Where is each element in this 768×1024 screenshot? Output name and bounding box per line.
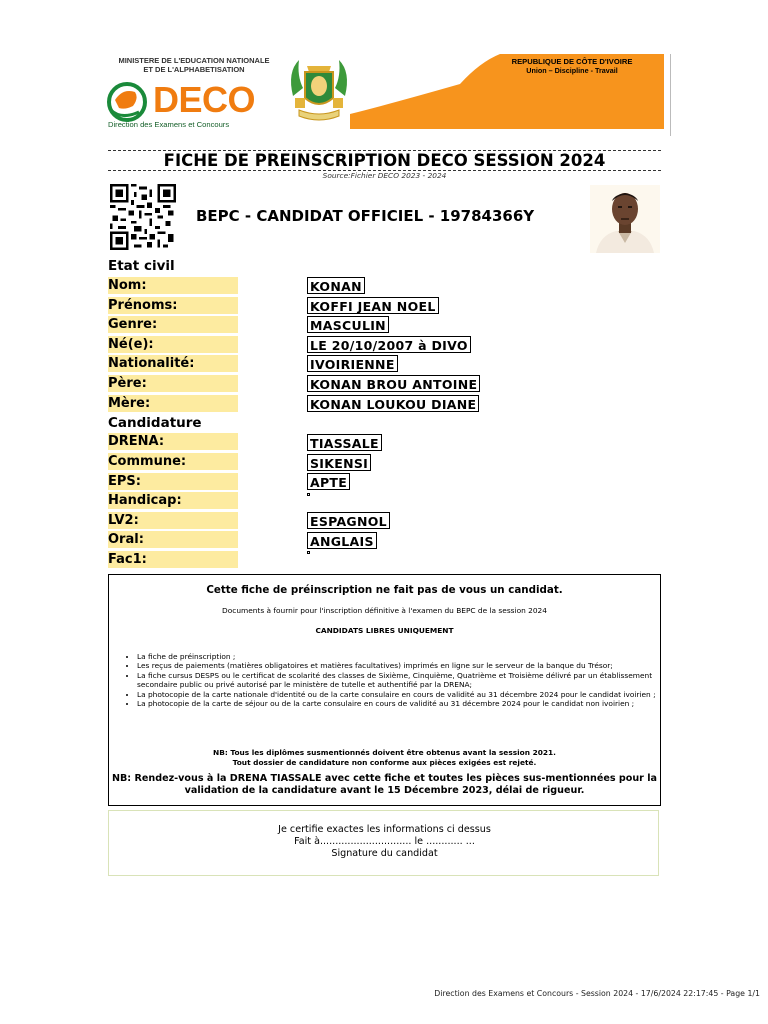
certification-statement: Je certifie exactes les informations ci dessus bbox=[278, 824, 491, 835]
deco-subtitle: Direction des Examens et Concours bbox=[108, 120, 230, 129]
label-nationalite: Nationalité: bbox=[108, 355, 238, 372]
value-drena: TIASSALE bbox=[307, 434, 382, 451]
value-fac1 bbox=[307, 551, 310, 554]
page-footer: Direction des Examens et Concours - Session 2024 - 17/6/2024 22:17:45 - Page 1/1 bbox=[434, 989, 760, 998]
certification-signature: Signature du candidat bbox=[331, 848, 438, 859]
notice-nb-appointment: NB: Rendez-vous à la DRENA TIASSALE avec cette fiche et toutes les pièces sus-mentionnées pour la validation de la candidature avant le 15 Décembre 2023, délai de rigueur. bbox=[111, 773, 658, 796]
documents-list bbox=[124, 652, 673, 708]
header-divider bbox=[670, 54, 671, 136]
source-note: Source:Fichier DECO 2023 - 2024 bbox=[322, 171, 447, 180]
list-item: • Les reçus de paiements (matières obligatoires et matières facultatives) imprimés en ligne sur le serveur de la banque du Trésor; bbox=[137, 661, 673, 670]
value-commune: SIKENSI bbox=[307, 454, 371, 471]
label-nee: Né(e): bbox=[108, 336, 238, 353]
republic-title: REPUBLIQUE DE CÔTE D'IVOIRE bbox=[511, 57, 633, 66]
candidate-photo bbox=[590, 185, 660, 253]
value-eps: APTE bbox=[307, 473, 350, 490]
list-item: • La photocopie de la carte de séjour ou de la carte consulaire en cours de validité au 31 décembre 2024 pour le candidat non ivoirien ; bbox=[137, 699, 673, 708]
value-oral: ANGLAIS bbox=[307, 532, 377, 549]
list-item: • La fiche cursus DESPS ou le certificat de scolarité des classes de Sixième, Cinquième, Quatrième et Troisième délivré par un établissement secondaire public ou privé autorisé par le ministère de tutelle et authentifié par la DRENA; bbox=[137, 671, 673, 690]
label-prenoms: Prénoms: bbox=[108, 297, 238, 314]
ministry-line-2: ET DE L'ALPHABETISATION bbox=[143, 65, 245, 74]
republic-motto: Union – Discipline - Travail bbox=[526, 66, 618, 75]
value-nee: LE 20/10/2007 à DIVO bbox=[307, 336, 471, 353]
ministry-line-1: MINISTERE DE L'EDUCATION NATIONALE bbox=[118, 56, 270, 65]
label-oral: Oral: bbox=[108, 531, 238, 548]
section-candidature: Candidature bbox=[108, 415, 202, 431]
value-genre: MASCULIN bbox=[307, 316, 389, 333]
deco-logo-text: DECO bbox=[153, 79, 256, 120]
qr-code-icon bbox=[108, 184, 178, 250]
national-coat-of-arms-icon bbox=[285, 52, 353, 126]
label-commune: Commune: bbox=[108, 453, 238, 470]
notice-nb-rejection: Tout dossier de candidature non conforme aux pièces exigées est rejeté. bbox=[232, 758, 537, 767]
page-title: FICHE DE PREINSCRIPTION DECO SESSION 2024 bbox=[163, 151, 606, 170]
label-fac1: Fac1: bbox=[108, 551, 238, 568]
value-prenoms: KOFFI JEAN NOEL bbox=[307, 297, 439, 314]
label-pere: Père: bbox=[108, 375, 238, 392]
label-mere: Mère: bbox=[108, 395, 238, 412]
notice-intro: Documents à fournir pour l'inscription définitive à l'examen du BEPC de la session 2024 bbox=[222, 606, 547, 615]
list-item: • La photocopie de la carte nationale d'identité ou de la carte consulaire en cours de validité au 31 décembre 2024 pour le candidat ivoirien ; bbox=[137, 690, 673, 699]
notice-nb-diplomas: NB: Tous les diplômes susmentionnés doivent être obtenus avant la session 2021. bbox=[213, 748, 556, 757]
label-handicap: Handicap: bbox=[108, 492, 238, 509]
value-lv2: ESPAGNOL bbox=[307, 512, 390, 529]
label-lv2: LV2: bbox=[108, 512, 238, 529]
value-nationalite: IVOIRIENNE bbox=[307, 355, 398, 372]
value-pere: KONAN BROU ANTOINE bbox=[307, 375, 480, 392]
notice-heading: Cette fiche de préinscription ne fait pas de vous un candidat. bbox=[206, 584, 563, 596]
candidate-heading: BEPC - CANDIDAT OFFICIEL - 19784366Y bbox=[196, 207, 535, 225]
section-etat-civil: Etat civil bbox=[108, 258, 175, 274]
certification-place-date: Fait à.............................. le ............ ... bbox=[294, 836, 475, 847]
ministry-name bbox=[108, 56, 280, 74]
label-genre: Genre: bbox=[108, 316, 238, 333]
label-nom: Nom: bbox=[108, 277, 238, 294]
value-nom: KONAN bbox=[307, 277, 365, 294]
label-drena: DRENA: bbox=[108, 433, 238, 450]
notice-subheading: CANDIDATS LIBRES UNIQUEMENT bbox=[315, 626, 454, 635]
label-eps: EPS: bbox=[108, 473, 238, 490]
value-mere: KONAN LOUKOU DIANE bbox=[307, 395, 479, 412]
list-item: • La fiche de préinscription ; bbox=[137, 652, 673, 661]
value-handicap bbox=[307, 493, 310, 496]
